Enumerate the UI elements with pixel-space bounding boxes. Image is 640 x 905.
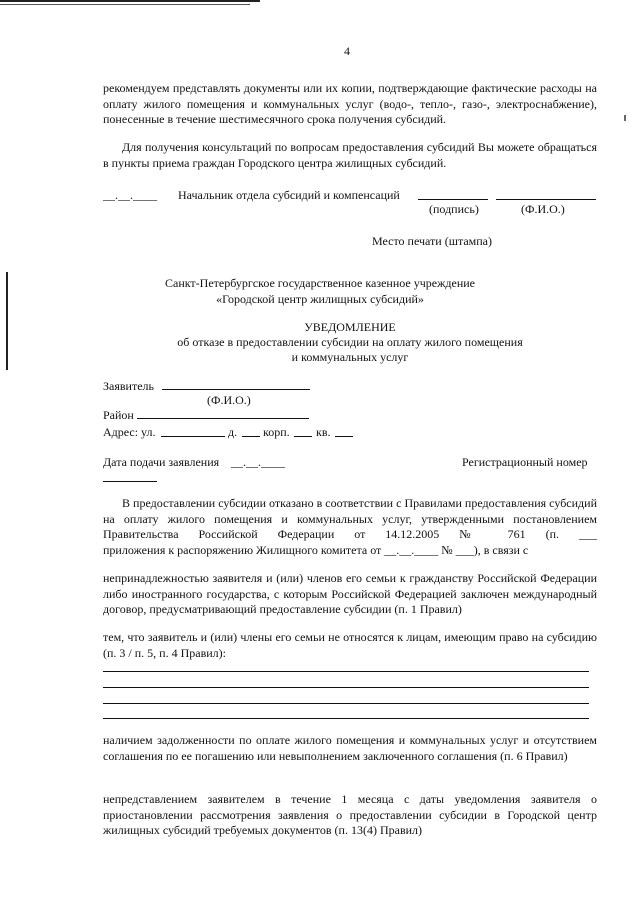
fio-caption: (Ф.И.О.) <box>521 202 565 216</box>
signature-date: __.__.____ <box>103 188 157 202</box>
paragraph-reason-debt: наличием задолженности по оплате жилого помещения и коммунальных услуг и отсутствием соглашения по ее погашению или невыполнением заключенного соглашения (п. 6 Правил) <box>103 733 597 763</box>
signature-line <box>418 199 488 200</box>
notice-title: УВЕДОМЛЕНИЕ <box>304 320 396 334</box>
district-line <box>137 418 309 419</box>
address-street-label: Адрес: ул. <box>103 425 156 439</box>
blank-line-1 <box>103 671 589 672</box>
application-date-label: Дата подачи заявления <box>103 455 220 469</box>
page-number: 4 <box>344 44 350 58</box>
applicant-line <box>162 389 310 390</box>
scan-artifact-top <box>0 0 260 2</box>
address-street-line <box>161 436 225 437</box>
address-korp-label: корп. <box>263 425 290 439</box>
address-house-line <box>242 436 260 437</box>
paragraph-reason-eligibility: тем, что заявитель и (или) члены его семьи не относятся к лицам, имеющим право на субсидию (п. 3 / п. 5, п. 4 Правил): <box>103 630 597 660</box>
address-house-label: д. <box>228 425 238 439</box>
blank-line-2 <box>103 687 589 688</box>
district-label: Район <box>103 408 134 422</box>
paragraph-reason-documents: непредставлением заявителем в течение 1 месяца с даты уведомления заявителя о приостановлении рассмотрения заявления о предоставлении субсидии в Городской центр жилищных субсидий требуемых документов (п. 13(4) Правил) <box>103 792 597 837</box>
org-name-line1: Санкт-Петербургское государственное казенное учреждение <box>164 276 475 290</box>
blank-line-3 <box>103 703 589 704</box>
signature-caption: (подпись) <box>429 202 479 216</box>
notice-subtitle-line1: об отказе в предоставлении субсидии на оплату жилого помещения <box>177 335 523 349</box>
blank-line-4 <box>103 718 589 719</box>
stamp-place: Место печати (штампа) <box>372 234 493 248</box>
scan-artifact-right <box>624 115 626 121</box>
reg-number-label: Регистрационный номер <box>462 455 588 469</box>
application-date-value: __.__.____ <box>231 455 285 469</box>
applicant-fio-caption: (Ф.И.О.) <box>207 393 251 407</box>
fio-line <box>496 199 596 200</box>
reg-number-line <box>103 481 157 482</box>
paragraph-refusal-last-line: приложения к распоряжению Жилищного комитета от __.__.____ № ___), в связи с <box>103 543 529 557</box>
signature-position: Начальник отдела субсидий и компенсаций <box>178 188 400 202</box>
notice-subtitle-line2: и коммунальных услуг <box>291 350 409 364</box>
scan-artifact-top-2 <box>0 4 250 5</box>
paragraph-documents: рекомендуем представлять документы или их копии, подтверждающие фактические расходы на оплату жилого помещения и коммунальных услуг (водо-, тепло-, газо-, электроснабжение), понесенные в течение шестимесячного срока получения субсидий. <box>103 81 597 126</box>
address-korp-line <box>294 436 312 437</box>
applicant-label: Заявитель <box>103 379 154 393</box>
paragraph-consultation: Для получения консультаций по вопросам предоставления субсидий Вы можете обращаться в пункты приема граждан Городского центра жилищных субсидий. <box>103 140 597 170</box>
org-name-line2: «Городской центр жилищных субсидий» <box>216 292 424 306</box>
address-kv-label: кв. <box>316 425 331 439</box>
paragraph-refusal: В предоставлении субсидии отказано в соответствии с Правилами предоставления субсидий на оплату жилого помещения и коммунальных услуг, утвержденными постановлением Правительства Российской Федерации от 14.12.2005 № 761 (п. ___ <box>103 496 597 541</box>
paragraph-reason-citizenship: непринадлежностью заявителя и (или) членов его семьи к гражданству Российской Федерации либо иностранного государства, с которым Российской Федерацией заключен международный договор, предусматривающий предоставление субсидии (п. 1 Правил) <box>103 571 597 616</box>
address-kv-line <box>335 436 353 437</box>
